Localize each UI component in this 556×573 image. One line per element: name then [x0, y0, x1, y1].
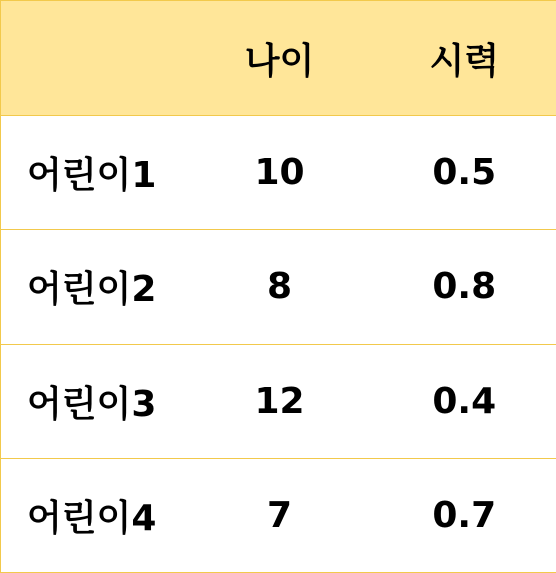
- table-row: [1, 116, 556, 230]
- row-name-cell: 어린이4: [1, 458, 187, 572]
- header-age: 나이: [187, 1, 373, 116]
- table-row: [1, 344, 556, 458]
- table-row: [1, 230, 556, 344]
- header-vision: 시력: [373, 1, 556, 116]
- row-vision-cell: 0.4: [373, 344, 556, 458]
- row-name-cell: 어린이1: [1, 116, 187, 230]
- row-age-cell: 8: [187, 230, 373, 344]
- row-name-cell: 어린이2: [1, 230, 187, 344]
- row-vision-cell: 0.7: [373, 458, 556, 572]
- row-age-cell: 7: [187, 458, 373, 572]
- table-row: [1, 458, 556, 572]
- row-name-cell: 어린이3: [1, 344, 187, 458]
- row-vision-cell: 0.8: [373, 230, 556, 344]
- row-age-cell: 12: [187, 344, 373, 458]
- row-age-cell: 10: [187, 116, 373, 230]
- row-vision-cell: 0.5: [373, 116, 556, 230]
- header-corner-cell: [1, 1, 187, 116]
- table-header-row: [1, 1, 556, 116]
